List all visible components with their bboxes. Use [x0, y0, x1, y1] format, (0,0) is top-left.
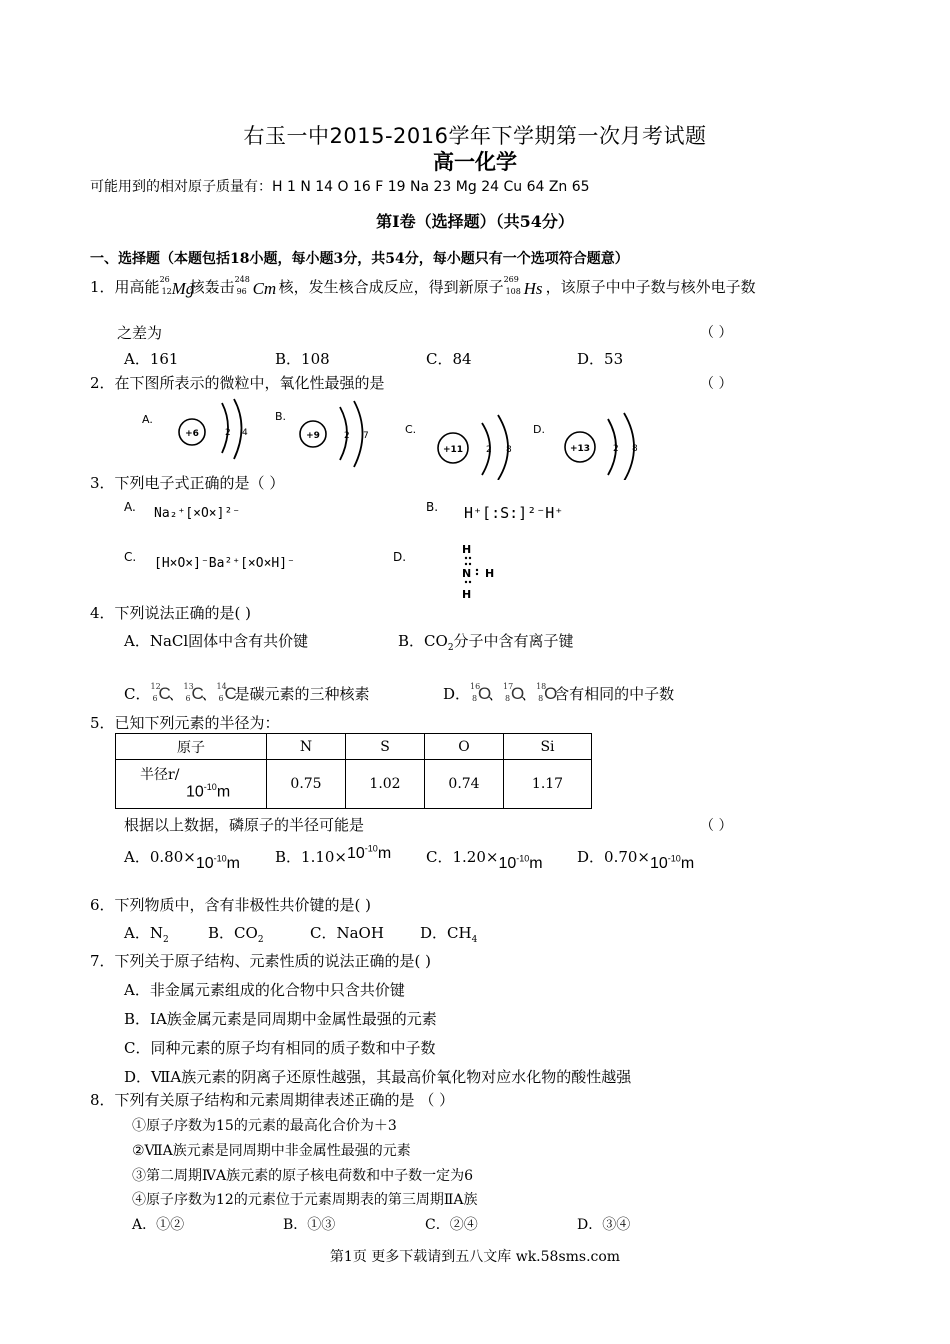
q6-stem: 6．下列物质中，含有非极性共价键的是( ) [90, 896, 372, 914]
q7-option-d: D．ⅦA族元素的阴离子还原性越强，其最高价氧化物对应水化物的酸性越强 [124, 1068, 632, 1086]
q3-label-a: A. [124, 500, 136, 514]
svg-text:8: 8 [632, 444, 638, 454]
q1-option-c: C．84 [426, 350, 472, 368]
table-header-cell: O [425, 734, 504, 760]
table-row [116, 760, 592, 809]
q8-option-d: D．③④ [577, 1217, 631, 1233]
diagram-d [533, 413, 638, 480]
q4-stem: 4．下列说法正确的是( ) [90, 604, 252, 622]
q1-option-d: D．53 [577, 350, 624, 368]
q3-label-b: B. [426, 500, 439, 514]
q8-statement-3: ③第二周期ⅣA族元素的原子核电荷数和中子数一定为6 [132, 1168, 474, 1184]
svg-text:8: 8 [506, 445, 512, 455]
q4-option-c: C． 12 6 C 、 13 6 C 、 14 6 C 是碳元素的三种核素 [124, 683, 370, 706]
q5-option-d: D．$0.70\times 10^{-10}m$ [577, 848, 695, 872]
q1-text-1: 用高能 [114, 278, 160, 296]
q7-stem: 7．下列关于原子结构、元素性质的说法正确的是( ) [90, 952, 432, 970]
exam-title: 右玉一中2015-2016学年下学期第一次月考试题 [243, 124, 707, 148]
q2-answer-paren: （ ） [700, 376, 733, 392]
q7-option-c: C．同种元素的原子均有相同的质子数和中子数 [124, 1039, 436, 1057]
q1-answer-paren: （ ） [700, 325, 733, 341]
q8-option-a: A．①② [132, 1217, 185, 1233]
q5-option-b: B．$1.10\times 10^{-10}m$ [275, 843, 392, 866]
q7-option-b: B．ⅠA族金属元素是同周期中金属性最强的元素 [124, 1010, 437, 1028]
q1-text-4: ，该原子中中子数与核外电子数 [545, 278, 756, 296]
q5-question: 根据以上数据，磷原子的半径可能是 [124, 816, 365, 834]
q1-text-3: 核，发生核合成反应，得到新原子 [278, 278, 504, 296]
table-row-label: 半径r/ $10^{-10}m$ [116, 760, 267, 809]
svg-text:+6: +6 [185, 429, 199, 439]
q1-option-b: B．108 [275, 350, 330, 368]
svg-text:H: H [485, 567, 495, 580]
q1-text-2: 核轰击 [189, 278, 235, 296]
svg-text:A.: A. [142, 413, 153, 426]
question-1 [90, 276, 756, 299]
radius-table [115, 733, 592, 809]
svg-text:2: 2 [225, 428, 231, 438]
svg-text:2: 2 [613, 444, 619, 454]
isotope-c12: 12 6 C [150, 682, 171, 703]
q5-option-a: A．$0.80\times 10^{-10}m$ [124, 848, 240, 872]
q8-statement-2: ②ⅦA族元素是同周期中非金属性最强的元素 [132, 1143, 411, 1159]
isotope-o18: 18 8 O [536, 682, 558, 703]
q4-option-a: A．NaCl固体中含有共价键 [124, 632, 309, 650]
q3-label-d: D. [393, 550, 407, 564]
svg-text:H: H [462, 543, 472, 556]
table-cell: 0.74 [425, 760, 504, 809]
table-header-row [116, 734, 592, 760]
isotope-cm: 248 96 Cm [234, 275, 277, 298]
q3-formula-b: H⁺[:S:]²⁻H⁺ [464, 504, 564, 522]
atomic-masses: 可能用到的相对原子质量有：H 1 N 14 O 16 F 19 Na 23 Mg 24 Cu 64 Zn 65 [90, 179, 590, 195]
page-footer: 第1页 更多下载请到五八文库 wk.58sms.com [329, 1249, 621, 1265]
q6-option-d: D．$CH_4$ [420, 924, 478, 945]
q1-option-a: A．161 [124, 350, 179, 368]
svg-text:N: N [462, 567, 472, 580]
table-cell: 1.02 [346, 760, 425, 809]
table-cell: 0.75 [267, 760, 346, 809]
isotope-c14: 14 6 C [216, 682, 237, 703]
ammonia-electron-formula [455, 540, 505, 602]
svg-text:C.: C. [405, 423, 417, 436]
q7-option-a: A．非金属元素组成的化合物中只含共价键 [124, 981, 405, 999]
diagram-c [405, 415, 512, 480]
q8-statement-4: ④原子序数为12的元素位于元素周期表的第三周期ⅡA族 [132, 1192, 478, 1208]
q5-answer-paren: （ ） [700, 818, 733, 834]
q4-option-b: B．$CO_2$分子中含有离子键 [398, 632, 574, 653]
svg-text:B.: B. [275, 410, 287, 423]
table-header-cell: S [346, 734, 425, 760]
q8-option-b: B．①③ [283, 1217, 336, 1233]
q3-stem: 3．下列电子式正确的是（ ） [90, 474, 285, 492]
q1-number: 1． [90, 278, 115, 296]
isotope-hs: 269 108 Hs [503, 275, 543, 298]
q4-option-d: D． 16 8 O 、 17 8 O 、 18 8 O 含有相同的中子数 [443, 683, 674, 706]
svg-text:+11: +11 [442, 445, 464, 455]
isotope-c13: 13 6 C [183, 682, 204, 703]
table-cell: 1.17 [504, 760, 592, 809]
q8-option-c: C．②④ [425, 1217, 478, 1233]
subject-title: 高一化学 [433, 150, 517, 174]
q3-label-c: C. [124, 550, 137, 564]
section-instruction: 一、选择题（本题包括18小题，每小题3分，共54分，每小题只有一个选项符合题意） [90, 251, 629, 267]
section-title: 第Ⅰ卷（选择题）（共54分） [376, 212, 574, 231]
q3-formula-c: [H×O×]⁻Ba²⁺[×O×H]⁻ [154, 556, 295, 571]
isotope-o17: 17 8 O [503, 682, 525, 703]
q6-option-a: A．$N_2$ [124, 924, 169, 945]
q5-option-c: C．$1.20\times 10^{-10}m$ [426, 848, 543, 872]
svg-text:H: H [462, 588, 472, 601]
atomic-structure-diagrams [130, 395, 660, 480]
q2-stem: 2．在下图所表示的微粒中，氧化性最强的是 [90, 374, 385, 392]
q6-option-c: C．NaOH [310, 924, 384, 942]
svg-text:2: 2 [486, 445, 492, 455]
svg-text:2: 2 [344, 431, 350, 441]
isotope-mg: 26 12 Mg [159, 275, 195, 298]
q3-formula-a: Na₂⁺[×O×]²⁻ [154, 506, 241, 521]
svg-text:4: 4 [242, 428, 248, 438]
isotope-o16: 16 8 O [470, 682, 492, 703]
svg-text:7: 7 [363, 431, 369, 441]
diagram-b [275, 401, 369, 467]
q8-statement-1: ①原子序数为15的元素的最高化合价为＋3 [132, 1118, 397, 1134]
q8-stem: 8．下列有关原子结构和元素周期律表述正确的是 （ ） [90, 1091, 455, 1109]
svg-text:D.: D. [533, 423, 545, 436]
q1-line2: 之差为 [117, 324, 163, 342]
q5-stem: 5．已知下列元素的半径为： [90, 714, 280, 732]
table-header-cell: 原子 [116, 734, 267, 760]
svg-text:+9: +9 [306, 431, 320, 441]
q6-option-b: B．$CO_2$ [208, 924, 264, 945]
diagram-a [142, 399, 248, 459]
table-header-cell: N [267, 734, 346, 760]
table-header-cell: Si [504, 734, 592, 760]
svg-text:+13: +13 [569, 444, 591, 454]
